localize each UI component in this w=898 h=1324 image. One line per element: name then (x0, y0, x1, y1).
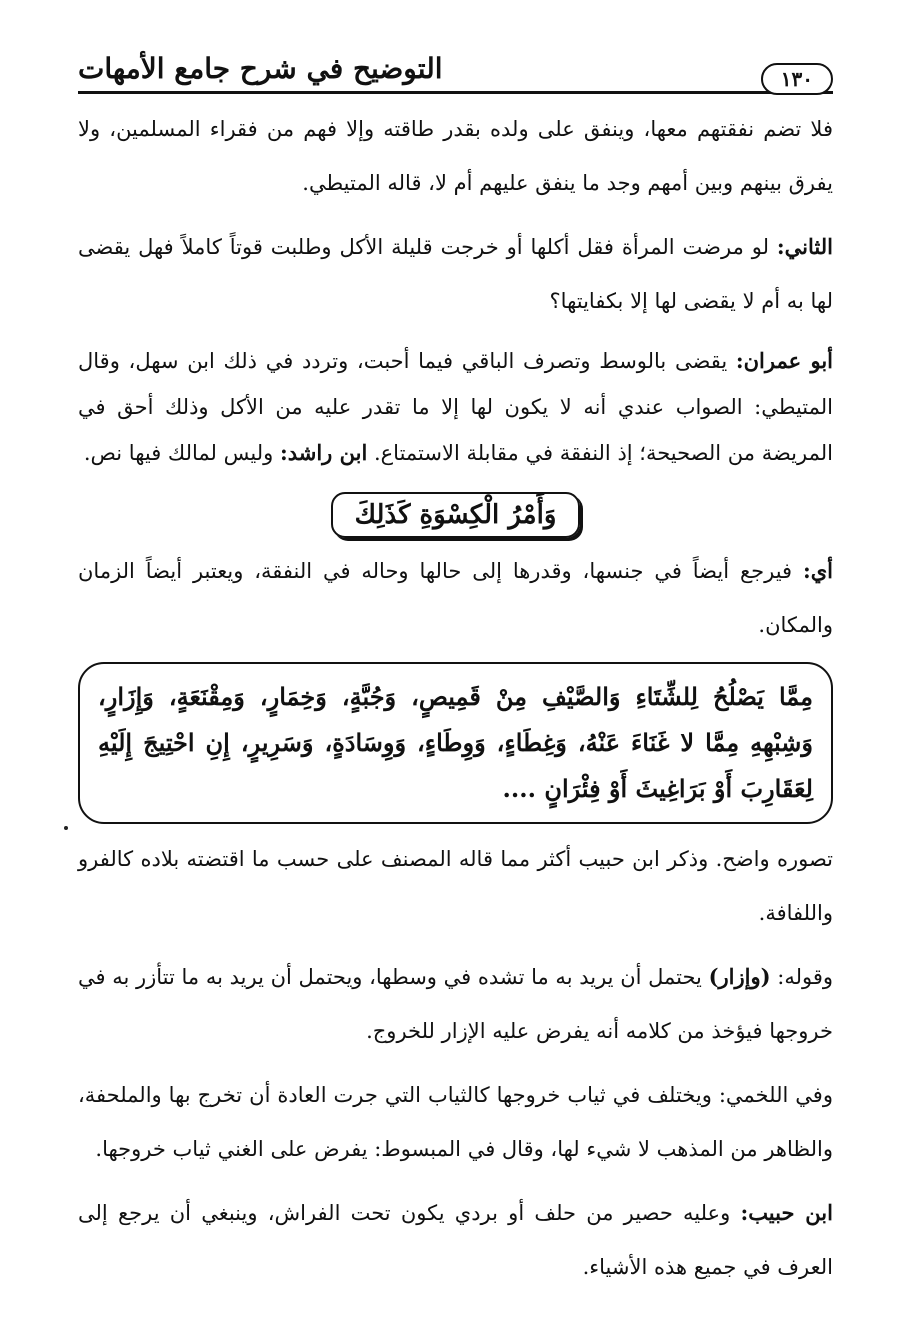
paragraph-4-lead: أي: (802, 558, 833, 583)
paragraph-6-text: يحتمل أن يريد به ما تشده في وسطها، ويحتمل أن يريد به ما تتأزر به في خروجها فيؤخذ من كلامه أنه يفرض عليه الإزار للخروج. (77, 965, 833, 1043)
paragraph-2 (78, 220, 833, 328)
paragraph-6 (78, 950, 833, 1058)
paragraph-2-lead: الثاني: (776, 234, 833, 259)
paragraph-5: تصوره واضح. وذكر ابن حبيب أكثر مما قاله المصنف على حسب ما اقتضته بلاده كالفرو واللفافة. (78, 847, 833, 925)
margin-dot (64, 826, 68, 830)
page-body (78, 102, 833, 1304)
paragraph-1: فلا تضم نفقتهم معها، وينفق على ولده بقدر طاقته وإلا فهم من فقراء المسلمين، ولا يفرق بينهم وبين أمهم وجد ما ينفق عليهم أم لا، قاله المتيطي. (78, 117, 833, 195)
paragraph-8-lead: ابن حبيب: (740, 1200, 833, 1225)
paragraph-3-text-a: يقضى بالوسط وتصرف الباقي فيما أحبت، وتردد في ذلك ابن سهل، وقال المتيطي: الصواب عندي أنه لا يكون لها إلا ما تقدر عليه من الأكل وذلك أحق في المريضة من الصحيحة؛ إذ النفقة في مقابلة الاستمتاع. (78, 349, 833, 465)
matn-quote-box: مِمَّا يَصْلُحُ لِلشِّتَاءِ وَالصَّيْفِ مِنْ قَمِيصٍ، وَجُبَّةٍ، وَخِمَارٍ، وَمِقْنَعَةٍ، وَإِزَارٍ، وَشِبْهِهِ مِمَّا لا غَنَاءَ عَنْهُ، وَغِطَاءٍ، وَوِطَاءٍ، وَوِسَادَةٍ، وَسَرِيرٍ، إِنِ احْتِيجَ إِلَيْهِ لِعَقَارِبَ أَوْ بَرَاغِيثَ أَوْ فِئْرَانٍ .... (78, 662, 833, 824)
paragraph-3-text-b: وليس لمالك فيها نص. (83, 441, 280, 465)
book-page (78, 40, 833, 1300)
running-title: التوضيح في شرح جامع الأمهات (78, 52, 443, 85)
section-heading-wrapper (78, 492, 833, 538)
paragraph-6-lead: (وإزار) (708, 964, 771, 989)
paragraph-2-text: لو مرضت المرأة فقل أكلها أو خرجت قليلة الأكل وطلبت قوتاً كاملاً فهل يقضى لها به أم لا يقضى لها إلا بكفايتها؟ (78, 235, 833, 313)
paragraph-4 (78, 544, 833, 652)
paragraph-7: وفي اللخمي: ويختلف في ثياب خروجها كالثياب التي جرت العادة أن تخرج بها والملحفة، والظاهر من المذهب لا شيء لها، وقال في المبسوط: يفرض على الغني ثياب خروجها. (78, 1083, 833, 1161)
paragraph-8-text: وعليه حصير من حلف أو بردي يكون تحت الفراش، وينبغي أن يرجع إلى العرف في جميع هذه الأشياء. (78, 1201, 833, 1279)
page-number: ١٣٠ (761, 63, 833, 95)
section-heading: وَأَمْرُ الْكِسْوَةِ كَذَلِكَ (331, 492, 581, 538)
paragraph-6-pre: وقوله: (770, 965, 833, 989)
paragraph-8 (78, 1186, 833, 1294)
paragraph-3 (78, 338, 833, 476)
paragraph-4-text: فيرجع أيضاً في جنسها، وقدرها إلى حالها وحاله في النفقة، ويعتبر أيضاً الزمان والمكان. (78, 559, 833, 637)
paragraph-3-lead-2: ابن راشد: (279, 440, 368, 465)
paragraph-3-lead: أبو عمران: (735, 348, 834, 373)
page-header (78, 40, 833, 94)
